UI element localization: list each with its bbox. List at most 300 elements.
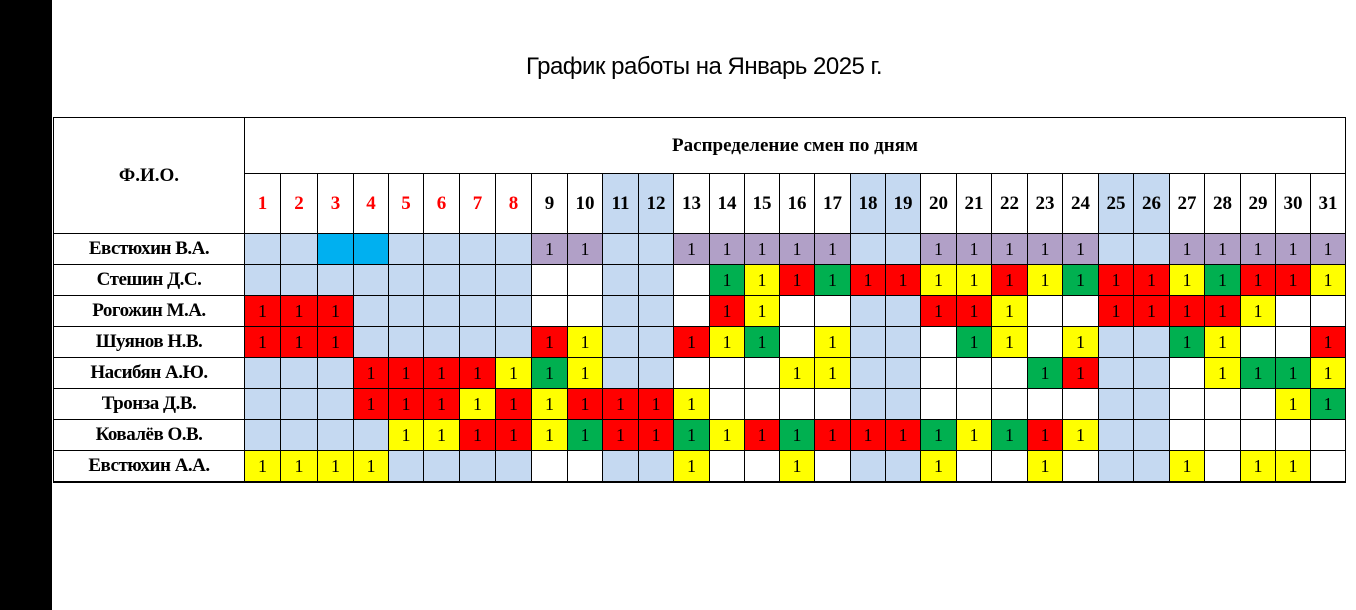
shift-cell: 1 [674, 234, 710, 265]
shift-cell: 1 [496, 389, 532, 420]
day-header-29: 29 [1241, 174, 1276, 234]
shift-cell: 1 [1134, 296, 1170, 327]
shift-cell: 1 [1276, 451, 1311, 483]
table-row [54, 296, 1346, 327]
shift-cell [1276, 420, 1311, 451]
shift-cell [389, 451, 424, 483]
day-header-9: 9 [532, 174, 568, 234]
shift-cell [460, 327, 496, 358]
shift-cell: 1 [568, 358, 603, 389]
shift-cell: 1 [710, 327, 745, 358]
shift-cell: 1 [921, 265, 957, 296]
shift-cell: 1 [1205, 265, 1241, 296]
table-row [54, 327, 1346, 358]
shift-cell: 1 [1311, 234, 1346, 265]
shift-cell: 1 [281, 451, 318, 483]
shift-cell [886, 389, 921, 420]
shift-cell [603, 358, 639, 389]
shift-cell [639, 296, 674, 327]
day-header-24: 24 [1063, 174, 1099, 234]
shift-cell [496, 234, 532, 265]
shift-cell [1063, 296, 1099, 327]
shift-cell: 1 [1063, 358, 1099, 389]
shift-cell: 1 [921, 234, 957, 265]
shift-cell [354, 296, 389, 327]
shift-cell [281, 358, 318, 389]
shift-cell: 1 [992, 327, 1028, 358]
shift-cell [1241, 420, 1276, 451]
shift-cell: 1 [745, 234, 780, 265]
shift-cell [460, 265, 496, 296]
table-row [54, 358, 1346, 389]
day-header-14: 14 [710, 174, 745, 234]
day-header-20: 20 [921, 174, 957, 234]
shift-cell: 1 [1063, 420, 1099, 451]
shift-cell [1063, 389, 1099, 420]
shift-cell [674, 358, 710, 389]
shift-cell [815, 389, 851, 420]
shift-cell [851, 327, 886, 358]
shift-cell [780, 327, 815, 358]
shift-cell: 1 [1170, 296, 1205, 327]
shift-cell: 1 [568, 327, 603, 358]
shift-cell [532, 296, 568, 327]
day-header-22: 22 [992, 174, 1028, 234]
shift-cell: 1 [674, 389, 710, 420]
shift-cell: 1 [957, 234, 992, 265]
shift-cell: 1 [745, 420, 780, 451]
shift-cell: 1 [532, 389, 568, 420]
shift-cell [921, 358, 957, 389]
shift-cell [921, 389, 957, 420]
shift-cell: 1 [424, 389, 460, 420]
shift-cell [603, 296, 639, 327]
shift-cell: 1 [710, 420, 745, 451]
shift-cell [674, 296, 710, 327]
shift-cell [1276, 327, 1311, 358]
shift-cell [281, 234, 318, 265]
shift-cell [603, 234, 639, 265]
shift-cell: 1 [1028, 420, 1063, 451]
shift-cell [568, 296, 603, 327]
shift-cell [780, 296, 815, 327]
employee-name: Ковалёв О.В. [54, 420, 245, 451]
shift-cell [1170, 420, 1205, 451]
shift-cell [318, 358, 354, 389]
shift-cell: 1 [496, 358, 532, 389]
shift-cell [460, 234, 496, 265]
shift-cell: 1 [1028, 265, 1063, 296]
shift-cell [1311, 451, 1346, 483]
shift-cell: 1 [568, 420, 603, 451]
day-header-1: 1 [245, 174, 281, 234]
shift-cell [1099, 358, 1134, 389]
shift-cell: 1 [424, 420, 460, 451]
day-header-4: 4 [354, 174, 389, 234]
day-header-31: 31 [1311, 174, 1346, 234]
shift-cell: 1 [603, 389, 639, 420]
shift-cell [745, 358, 780, 389]
shift-cell [780, 389, 815, 420]
shift-cell: 1 [354, 451, 389, 483]
shift-cell: 1 [1205, 327, 1241, 358]
shift-cell: 1 [1276, 389, 1311, 420]
shift-cell [921, 327, 957, 358]
shift-cell [674, 265, 710, 296]
shift-cell: 1 [1170, 234, 1205, 265]
shift-cell [496, 296, 532, 327]
shift-cell [851, 234, 886, 265]
shift-cell: 1 [281, 327, 318, 358]
shift-cell: 1 [1241, 451, 1276, 483]
day-header-27: 27 [1170, 174, 1205, 234]
shift-cell [245, 358, 281, 389]
shift-cell: 1 [957, 265, 992, 296]
shift-cell [318, 389, 354, 420]
shift-cell [710, 358, 745, 389]
shift-cell: 1 [281, 296, 318, 327]
day-header-25: 25 [1099, 174, 1134, 234]
employee-name: Евстюхин В.А. [54, 234, 245, 265]
shift-cell: 1 [1063, 265, 1099, 296]
shift-cell [851, 296, 886, 327]
day-header-16: 16 [780, 174, 815, 234]
shift-cell [318, 265, 354, 296]
shift-cell: 1 [1099, 296, 1134, 327]
shift-cell [389, 327, 424, 358]
shift-cell: 1 [532, 234, 568, 265]
shift-cell: 1 [921, 451, 957, 483]
day-header-2: 2 [281, 174, 318, 234]
shift-cell: 1 [957, 327, 992, 358]
shift-cell: 1 [1241, 296, 1276, 327]
day-header-11: 11 [603, 174, 639, 234]
day-header-26: 26 [1134, 174, 1170, 234]
shift-cell: 1 [780, 451, 815, 483]
employee-name: Насибян А.Ю. [54, 358, 245, 389]
left-black-bar [0, 0, 52, 610]
day-header-23: 23 [1028, 174, 1063, 234]
shift-cell [992, 358, 1028, 389]
shift-cell [245, 234, 281, 265]
shift-cell [1170, 358, 1205, 389]
shift-cell: 1 [245, 327, 281, 358]
shift-cell: 1 [1028, 358, 1063, 389]
shift-cell: 1 [815, 234, 851, 265]
shift-cell: 1 [957, 296, 992, 327]
shift-cell: 1 [745, 265, 780, 296]
shift-cell [1134, 234, 1170, 265]
shift-cell [886, 451, 921, 483]
shift-cell: 1 [851, 265, 886, 296]
shift-cell: 1 [354, 358, 389, 389]
shift-cell [1028, 389, 1063, 420]
shift-cell: 1 [496, 420, 532, 451]
shift-cell [815, 451, 851, 483]
shift-cell: 1 [1028, 234, 1063, 265]
shift-cell [603, 451, 639, 483]
shift-cell [389, 296, 424, 327]
shift-cell [1311, 296, 1346, 327]
day-header-7: 7 [460, 174, 496, 234]
shift-cell: 1 [1134, 265, 1170, 296]
shift-cell: 1 [1241, 234, 1276, 265]
shift-cell [957, 358, 992, 389]
shift-cell: 1 [780, 420, 815, 451]
shift-cell: 1 [1276, 234, 1311, 265]
day-header-30: 30 [1276, 174, 1311, 234]
day-header-15: 15 [745, 174, 780, 234]
shift-cell [245, 389, 281, 420]
shift-cell: 1 [674, 327, 710, 358]
shift-cell: 1 [354, 389, 389, 420]
day-header-6: 6 [424, 174, 460, 234]
shift-cell [496, 451, 532, 483]
day-header-18: 18 [851, 174, 886, 234]
shift-cell: 1 [603, 420, 639, 451]
shift-cell: 1 [1205, 296, 1241, 327]
shift-cell: 1 [1241, 358, 1276, 389]
shift-cell [851, 389, 886, 420]
shift-cell: 1 [532, 327, 568, 358]
shift-cell [354, 234, 389, 265]
day-header-10: 10 [568, 174, 603, 234]
shift-cell [639, 234, 674, 265]
shift-cell [710, 451, 745, 483]
day-header-13: 13 [674, 174, 710, 234]
shift-cell: 1 [815, 358, 851, 389]
shift-cell [1099, 234, 1134, 265]
shift-cell: 1 [389, 389, 424, 420]
shift-cell [1099, 420, 1134, 451]
shift-cell: 1 [1170, 327, 1205, 358]
employee-name: Тронза Д.В. [54, 389, 245, 420]
schedule-table [53, 117, 1346, 483]
shift-cell: 1 [886, 420, 921, 451]
shift-cell: 1 [389, 358, 424, 389]
shift-cell: 1 [1311, 358, 1346, 389]
name-column-header: Ф.И.О. [54, 118, 245, 234]
shift-cell [1205, 389, 1241, 420]
shift-cell [1099, 327, 1134, 358]
shift-cell: 1 [318, 296, 354, 327]
shift-cell [354, 420, 389, 451]
employee-name: Евстюхин А.А. [54, 451, 245, 483]
shift-cell [992, 451, 1028, 483]
shift-cell [1134, 327, 1170, 358]
shift-cell: 1 [1028, 451, 1063, 483]
shift-cell [815, 296, 851, 327]
shift-cell [424, 296, 460, 327]
shift-cell: 1 [815, 420, 851, 451]
shift-cell [886, 296, 921, 327]
shift-cell [389, 265, 424, 296]
shift-cell [496, 265, 532, 296]
shift-cell [568, 451, 603, 483]
day-header-12: 12 [639, 174, 674, 234]
shift-cell [992, 389, 1028, 420]
shift-cell: 1 [1205, 234, 1241, 265]
shift-cell [639, 327, 674, 358]
shift-cell [710, 389, 745, 420]
shift-cell [1170, 389, 1205, 420]
shift-cell: 1 [1170, 265, 1205, 296]
shift-cell [1028, 296, 1063, 327]
shift-cell [496, 327, 532, 358]
shift-cell [886, 358, 921, 389]
shift-cell: 1 [1241, 265, 1276, 296]
shift-cell [1099, 451, 1134, 483]
employee-name: Шуянов Н.В. [54, 327, 245, 358]
shift-cell: 1 [1063, 234, 1099, 265]
shift-cell: 1 [780, 265, 815, 296]
shift-cell [1134, 451, 1170, 483]
shift-cell [424, 234, 460, 265]
employee-name: Рогожин М.А. [54, 296, 245, 327]
shift-cell [745, 389, 780, 420]
shift-cell: 1 [1311, 389, 1346, 420]
shift-cell: 1 [780, 234, 815, 265]
shift-cell: 1 [639, 389, 674, 420]
shift-cell: 1 [532, 420, 568, 451]
shift-cell [1276, 296, 1311, 327]
shift-cell: 1 [460, 420, 496, 451]
shift-cell: 1 [245, 296, 281, 327]
shift-cell: 1 [886, 265, 921, 296]
day-header-21: 21 [957, 174, 992, 234]
table-row [54, 265, 1346, 296]
shift-cell: 1 [992, 234, 1028, 265]
shift-cell [424, 451, 460, 483]
shift-cell: 1 [710, 234, 745, 265]
day-header-row [54, 174, 1346, 234]
shift-cell: 1 [992, 296, 1028, 327]
shift-cell [1134, 389, 1170, 420]
shift-cell: 1 [1170, 451, 1205, 483]
shift-cell [354, 327, 389, 358]
shift-cell [281, 265, 318, 296]
shift-distribution-header: Распределение смен по дням [245, 118, 1346, 174]
shift-cell: 1 [1276, 358, 1311, 389]
shift-cell [1063, 451, 1099, 483]
shift-cell: 1 [568, 234, 603, 265]
table-row [54, 234, 1346, 265]
shift-cell: 1 [992, 420, 1028, 451]
shift-cell: 1 [318, 451, 354, 483]
shift-cell: 1 [1099, 265, 1134, 296]
schedule-body [54, 234, 1346, 483]
shift-cell [424, 265, 460, 296]
shift-cell: 1 [815, 327, 851, 358]
shift-cell: 1 [1205, 358, 1241, 389]
shift-cell [603, 265, 639, 296]
table-row [54, 420, 1346, 451]
day-header-19: 19 [886, 174, 921, 234]
shift-cell: 1 [424, 358, 460, 389]
shift-cell: 1 [780, 358, 815, 389]
shift-cell: 1 [460, 389, 496, 420]
shift-cell [639, 358, 674, 389]
shift-cell [1134, 420, 1170, 451]
shift-cell: 1 [921, 296, 957, 327]
shift-cell: 1 [992, 265, 1028, 296]
shift-cell [532, 265, 568, 296]
shift-cell [245, 265, 281, 296]
shift-cell: 1 [710, 296, 745, 327]
shift-cell: 1 [639, 420, 674, 451]
shift-cell: 1 [532, 358, 568, 389]
day-header-5: 5 [389, 174, 424, 234]
shift-cell [389, 234, 424, 265]
shift-cell [318, 234, 354, 265]
shift-cell: 1 [318, 327, 354, 358]
shift-cell [851, 451, 886, 483]
shift-cell [1241, 389, 1276, 420]
shift-cell [639, 265, 674, 296]
shift-cell: 1 [460, 358, 496, 389]
shift-cell [957, 389, 992, 420]
shift-cell [1241, 327, 1276, 358]
shift-cell [281, 420, 318, 451]
shift-cell [424, 327, 460, 358]
shift-cell [460, 451, 496, 483]
shift-cell: 1 [851, 420, 886, 451]
shift-cell: 1 [957, 420, 992, 451]
shift-cell [318, 420, 354, 451]
shift-cell [281, 389, 318, 420]
day-header-8: 8 [496, 174, 532, 234]
shift-cell: 1 [1311, 327, 1346, 358]
employee-name: Стешин Д.С. [54, 265, 245, 296]
shift-cell: 1 [389, 420, 424, 451]
shift-cell [354, 265, 389, 296]
shift-cell [1099, 389, 1134, 420]
shift-cell [851, 358, 886, 389]
shift-cell: 1 [568, 389, 603, 420]
shift-cell: 1 [674, 451, 710, 483]
shift-cell [886, 327, 921, 358]
shift-cell: 1 [245, 451, 281, 483]
shift-cell: 1 [745, 296, 780, 327]
day-header-28: 28 [1205, 174, 1241, 234]
shift-cell: 1 [1311, 265, 1346, 296]
shift-cell [886, 234, 921, 265]
shift-cell: 1 [745, 327, 780, 358]
shift-cell [1134, 358, 1170, 389]
shift-cell [957, 451, 992, 483]
shift-cell [1205, 420, 1241, 451]
shift-cell [1028, 327, 1063, 358]
shift-cell: 1 [674, 420, 710, 451]
shift-cell: 1 [710, 265, 745, 296]
shift-cell [532, 451, 568, 483]
table-row [54, 389, 1346, 420]
shift-cell: 1 [921, 420, 957, 451]
shift-cell [568, 265, 603, 296]
shift-cell [1311, 420, 1346, 451]
page-title: График работы на Январь 2025 г. [525, 53, 883, 80]
shift-cell [603, 327, 639, 358]
shift-cell [745, 451, 780, 483]
shift-cell: 1 [1276, 265, 1311, 296]
shift-cell: 1 [1063, 327, 1099, 358]
table-row [54, 451, 1346, 483]
day-header-17: 17 [815, 174, 851, 234]
day-header-3: 3 [318, 174, 354, 234]
shift-cell [460, 296, 496, 327]
shift-cell [639, 451, 674, 483]
shift-cell: 1 [815, 265, 851, 296]
